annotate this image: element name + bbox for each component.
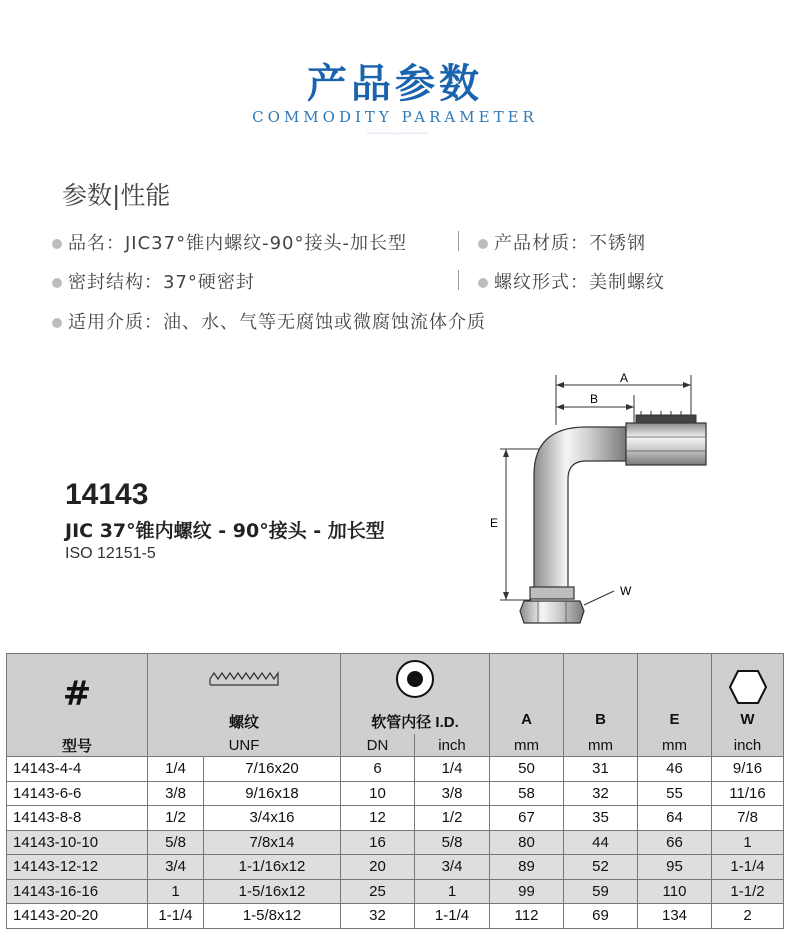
- table-header-units: [7, 734, 784, 757]
- cell-size: 1: [148, 879, 204, 904]
- cell-size: 1-1/4: [148, 904, 204, 929]
- thread-unit: UNF: [148, 734, 341, 757]
- hose-circle-icon: [395, 659, 435, 699]
- spec-table: [6, 653, 784, 929]
- cell-w: 9/16: [712, 757, 784, 782]
- cell-b: 35: [564, 806, 638, 831]
- cell-inch: 1/4: [415, 757, 490, 782]
- table-row: [7, 757, 784, 782]
- cell-e: 110: [638, 879, 712, 904]
- param-separator: [458, 270, 459, 290]
- table-body: [7, 757, 784, 929]
- cell-model: 14143-8-8: [7, 806, 148, 831]
- cell-a: 112: [490, 904, 564, 929]
- cell-b: 69: [564, 904, 638, 929]
- cell-e: 64: [638, 806, 712, 831]
- dimension-w-label: W: [620, 584, 632, 598]
- cell-e: 134: [638, 904, 712, 929]
- table-row: [7, 879, 784, 904]
- thread-icon-cell: [148, 654, 341, 709]
- cell-model: 14143-6-6: [7, 781, 148, 806]
- cell-inch: 1/2: [415, 806, 490, 831]
- table-header-icons: [7, 654, 784, 709]
- bullet-icon: [478, 278, 488, 288]
- product-standard: ISO 12151-5: [65, 545, 156, 562]
- table-row: [7, 806, 784, 831]
- cell-w: 1-1/2: [712, 879, 784, 904]
- cell-w: 1-1/4: [712, 855, 784, 880]
- header-divider: [64, 133, 730, 135]
- cell-size: 1/2: [148, 806, 204, 831]
- cell-inch: 5/8: [415, 830, 490, 855]
- table-row: [7, 904, 784, 929]
- hash-icon: #: [62, 674, 92, 714]
- cell-b: 31: [564, 757, 638, 782]
- col-a-header: A: [490, 654, 564, 735]
- cell-inch: 3/8: [415, 781, 490, 806]
- bullet-icon: [52, 239, 62, 249]
- cell-unf: 7/8x14: [204, 830, 341, 855]
- cell-size: 3/8: [148, 781, 204, 806]
- cell-unf: 1-1/16x12: [204, 855, 341, 880]
- cell-w: 1: [712, 830, 784, 855]
- cell-e: 95: [638, 855, 712, 880]
- cell-inch: 3/4: [415, 855, 490, 880]
- table-row: [7, 781, 784, 806]
- cell-b: 44: [564, 830, 638, 855]
- cell-dn: 25: [341, 879, 415, 904]
- w-unit: inch: [712, 734, 784, 757]
- inch-unit: inch: [415, 734, 490, 757]
- params-heading: 参数|性能: [62, 181, 171, 210]
- cell-unf: 9/16x18: [204, 781, 341, 806]
- cell-w: 7/8: [712, 806, 784, 831]
- cell-dn: 10: [341, 781, 415, 806]
- param-name: 品名：JIC37°锥内螺纹-90°接头-加长型: [52, 229, 407, 255]
- cell-e: 46: [638, 757, 712, 782]
- cell-dn: 6: [341, 757, 415, 782]
- cell-a: 58: [490, 781, 564, 806]
- param-thread: 螺纹形式：美制螺纹: [478, 268, 665, 294]
- col-thread-header: 螺纹: [148, 708, 341, 734]
- model-label: 型号: [7, 734, 148, 757]
- cell-dn: 32: [341, 904, 415, 929]
- dn-unit: DN: [341, 734, 415, 757]
- param-media: 适用介质：油、水、气等无腐蚀或微腐蚀流体介质: [52, 308, 486, 334]
- cell-model: 14143-4-4: [7, 757, 148, 782]
- e-unit: mm: [638, 734, 712, 757]
- cell-model: 14143-16-16: [7, 879, 148, 904]
- table-row: [7, 855, 784, 880]
- cell-dn: 20: [341, 855, 415, 880]
- cell-unf: 1-5/8x12: [204, 904, 341, 929]
- model-header-cell: [7, 654, 148, 735]
- cell-b: 52: [564, 855, 638, 880]
- bullet-icon: [478, 239, 488, 249]
- cell-e: 55: [638, 781, 712, 806]
- page-title: 产品参数: [307, 61, 483, 107]
- cell-inch: 1-1/4: [415, 904, 490, 929]
- col-w-header: W: [712, 654, 784, 735]
- cell-a: 67: [490, 806, 564, 831]
- table-row: [7, 830, 784, 855]
- cell-w: 11/16: [712, 781, 784, 806]
- hose-icon-cell: [341, 654, 490, 709]
- cell-dn: 12: [341, 806, 415, 831]
- cell-unf: 1-5/16x12: [204, 879, 341, 904]
- b-unit: mm: [564, 734, 638, 757]
- cell-w: 2: [712, 904, 784, 929]
- cell-size: 3/4: [148, 855, 204, 880]
- bullet-icon: [52, 278, 62, 288]
- product-name: JIC 37°锥内螺纹 - 90°接头 - 加长型: [65, 520, 385, 542]
- col-e-header: E: [638, 654, 712, 735]
- cell-size: 1/4: [148, 757, 204, 782]
- cell-model: 14143-12-12: [7, 855, 148, 880]
- cell-a: 89: [490, 855, 564, 880]
- page-subtitle: COMMODITY PARAMETER: [252, 108, 538, 126]
- fitting-drawing: [486, 365, 736, 630]
- cell-b: 59: [564, 879, 638, 904]
- cell-size: 5/8: [148, 830, 204, 855]
- param-separator: [458, 231, 459, 251]
- a-unit: mm: [490, 734, 564, 757]
- param-material: 产品材质：不锈钢: [478, 229, 646, 255]
- cell-b: 32: [564, 781, 638, 806]
- hexagon-icon: [728, 669, 768, 705]
- cell-a: 50: [490, 757, 564, 782]
- col-hose-header: 软管内径 I.D.: [341, 708, 490, 734]
- cell-a: 80: [490, 830, 564, 855]
- cell-unf: 7/16x20: [204, 757, 341, 782]
- col-b-header: B: [564, 654, 638, 735]
- cell-dn: 16: [341, 830, 415, 855]
- bullet-icon: [52, 318, 62, 328]
- cell-model: 14143-20-20: [7, 904, 148, 929]
- dimension-b-label: B: [589, 392, 599, 406]
- param-seal: 密封结构：37°硬密封: [52, 268, 255, 294]
- thread-icon: [208, 669, 280, 689]
- cell-e: 66: [638, 830, 712, 855]
- product-code: 14143: [65, 478, 149, 511]
- cell-a: 99: [490, 879, 564, 904]
- dimension-e-label: E: [489, 516, 499, 530]
- dimension-a-label: A: [619, 371, 629, 385]
- cell-unf: 3/4x16: [204, 806, 341, 831]
- cell-inch: 1: [415, 879, 490, 904]
- cell-model: 14143-10-10: [7, 830, 148, 855]
